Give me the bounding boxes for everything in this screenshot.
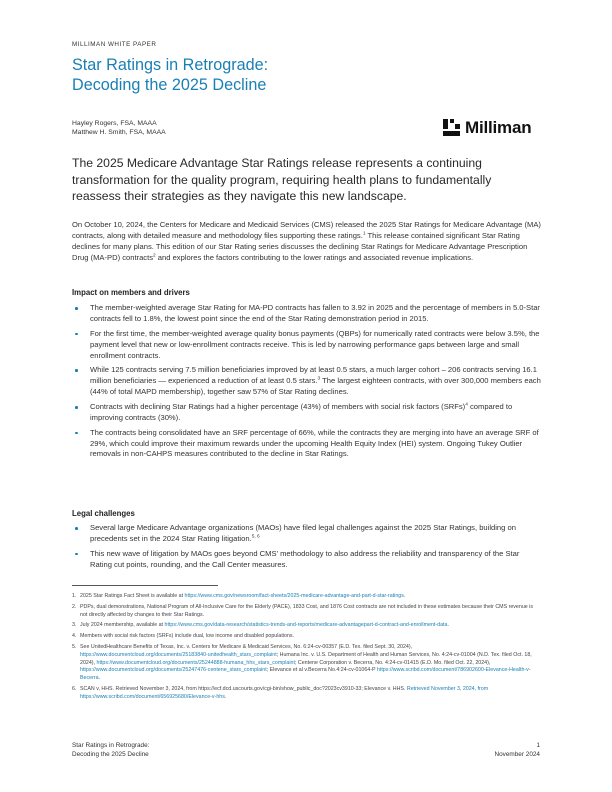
page-number: 1	[536, 742, 540, 749]
footnote-text: .	[447, 622, 449, 629]
footnote-ref[interactable]: 1	[362, 231, 366, 237]
footnote-number: 3.	[72, 622, 77, 629]
footnote-list	[72, 593, 540, 705]
bullet-icon	[75, 369, 78, 372]
footnote-number: 4.	[72, 633, 77, 640]
bullet-text: The member-weighted average Star Rating for MA-PD contracts has fallen to 3.92 in 2025 and the percentage of members in 5.0-Star contracts fell to 1.8%, the lowest point since the end of the Star Rating demonstration period in 2015.	[90, 303, 540, 323]
impact-bullet-list	[72, 303, 542, 464]
footnote-link[interactable]: Retrieved November 3, 2024, from https://www.scribd.com/document/656925680/Elevance-v-hhs	[80, 685, 489, 700]
author-name: Hayley Rogers, FSA, MAAA	[72, 120, 157, 127]
footnote-text: .	[403, 593, 406, 599]
footnote-text: .	[224, 693, 227, 700]
list-item	[72, 303, 542, 325]
intro-text: This release contained significant Star Rating declines for many plans. This edition of our Star Rating series discusses the declining Star Ratings for Medicare Advantage Prescription Drug (MA-PD) contracts	[72, 230, 528, 262]
footnote-link[interactable]: https://www.scribd.com/document/786902600-Elevance-Health-v-Becerra	[80, 667, 531, 682]
section-heading-impact: Impact on members and drivers	[72, 288, 190, 297]
footnote-text: ; Centene Corporation v. Becerra, No. 4:24-cv-01415 (E.D. Mo. filed Oct. 22, 2024),	[294, 659, 491, 666]
bullet-icon	[75, 406, 78, 409]
footer-title-line: Star Ratings in Retrograde:	[72, 742, 150, 749]
title-line-2: Decoding the 2025 Decline	[72, 75, 267, 94]
bullet-text: The largest eighteen contracts, with over 300,000 members each (44% of total MAPD membership), together saw 57% of Star Rating declines.	[90, 376, 541, 397]
footnote-item	[72, 644, 540, 683]
list-item	[72, 549, 542, 571]
milliman-logo-icon	[443, 119, 460, 136]
footnote-link[interactable]: https://www.cms.gov/newsroom/fact-sheets/2025-medicare-advantage-and-part-d-star-ratings	[184, 593, 404, 599]
page-title	[72, 56, 472, 95]
logo-wordmark: Milliman	[465, 118, 532, 137]
bullet-text: Several large Medicare Advantage organizations (MAOs) have filed legal challenges against the 2025 Star Ratings, building on precedents set in the 2024 Star Rating litigation.	[90, 523, 516, 543]
bullet-text: For the first time, the member-weighted average quality bonus payments (QBPs) for numerically rated contracts were below 3.5%, the payment level that new or low-enrollment contracts receive. This is led by narrowing performance gaps between large and small enrollment contracts.	[90, 328, 540, 360]
bullet-icon	[75, 307, 78, 310]
intro-paragraph	[72, 220, 542, 264]
list-item	[72, 428, 542, 461]
footnote-link[interactable]: https://www.documentcloud.org/documents/25247476-centene_stars_complaint	[80, 667, 267, 674]
lede-paragraph: The 2025 Medicare Advantage Star Ratings release represents a continuing transformation for the quality program, requiring health plans to fundamentally reassess their strategies as they navigate this new landscape.	[72, 156, 492, 204]
footnote-number: 5.	[72, 644, 77, 651]
footnote-item	[72, 633, 540, 641]
footnote-text: SCAN v, HHS. Retrieved November 3, 2024, from https://ecf.dcd.uscourts.gov/cgi-bin/show_public_doc?2023cv3910-33; Elevance v. HHS.	[80, 685, 407, 692]
footnote-text: See UnitedHealthcare Benefits of Texas, Inc. v. Centers for Medicare & Medicaid Services, No. 6:24-cv-00357 (E.D. Tex. filed Sept. 30, 2024),	[80, 644, 413, 651]
footnote-ref[interactable]: 2	[153, 253, 156, 259]
footnote-text: July 2024 membership, available at	[80, 622, 165, 629]
footnote-link[interactable]: https://www.documentcloud.org/documents/25244888-humana_hhs_stars_complaint	[96, 659, 295, 666]
list-item	[72, 523, 542, 545]
author-name: Matthew H. Smith, FSA, MAAA	[72, 129, 166, 137]
author-list	[72, 119, 166, 138]
footnote-text: ; Humana Inc. v. U.S. Department of Health and Human Services, No. 4:24-cv-01004 (N.D. Tex. filed Oct. 18, 2024),	[80, 651, 532, 666]
document-type-label: MILLIMAN WHITE PAPER	[72, 41, 157, 48]
bullet-icon	[75, 333, 78, 336]
bullet-text: Contracts with declining Star Ratings had a higher percentage (43%) of members with social risk factors (SRFs)	[90, 401, 466, 411]
bullet-icon	[75, 432, 78, 435]
list-item	[72, 402, 542, 424]
legal-bullet-list	[72, 523, 542, 574]
section-heading-legal: Legal challenges	[72, 509, 135, 518]
footnote-item	[72, 593, 540, 601]
footnote-text: .	[98, 675, 101, 682]
footer-title-line: Decoding the 2025 Decline	[72, 750, 149, 758]
publication-date: November 2024	[494, 750, 540, 758]
bullet-icon	[75, 553, 78, 556]
footnote-divider	[72, 585, 218, 586]
intro-text: On October 10, 2024, the Centers for Medicare and Medicaid Services (CMS) released the 2025 Star Ratings for Medicare Advantage (MA) contracts, along with detailed measure and methodology files supporting these ratings.	[72, 220, 541, 240]
intro-text: and explores the factors contributing to the lower ratings and associated revenue implications.	[155, 252, 474, 262]
bullet-icon	[75, 527, 78, 530]
footnote-text: Members with social risk factors (SRFs) include dual, low income and disabled populations.	[80, 633, 295, 640]
footnote-text: 2025 Star Ratings Fact Sheet is available at	[80, 593, 185, 599]
footnote-number: 2.	[72, 603, 77, 610]
list-item	[72, 365, 542, 398]
list-item	[72, 329, 542, 362]
footnote-item	[72, 604, 540, 619]
bullet-text: The contracts being consolidated have an SRF percentage of 66%, while the contracts they are merging into have an average SRF of 29%, which could improve their maximum rewards under the upcoming Health Equity Index (HEI) system. Ongoing Tukey Outlier removals in non-CAHPS measures contributed to the decline in Star Ratings.	[90, 427, 539, 459]
bullet-text: compared to improving contracts (30%).	[90, 401, 513, 422]
footnote-text: ; Elevance et al v.Becerra No.4:24-cv-01064-P	[266, 667, 377, 674]
footnote-item	[72, 686, 540, 701]
footer-title	[72, 742, 149, 759]
footnote-link[interactable]: https://www.documentcloud.org/documents/25183840-unitedhealth_stars_complaint	[80, 651, 277, 658]
title-line-1: Star Ratings in Retrograde:	[72, 56, 269, 74]
footnote-ref[interactable]: 4	[465, 402, 468, 408]
footnote-link[interactable]: https://www.cms.gov/data-research/statistics-trends-and-reports/medicare-advantagepart-d-contract-and-enrollment-data	[164, 622, 448, 629]
footer-meta	[495, 742, 540, 759]
footnote-item	[72, 622, 540, 630]
footnote-ref[interactable]: 3	[317, 376, 321, 382]
bullet-text: This new wave of litigation by MAOs goes beyond CMS’ methodology to also address the reliability and transparency of the Star Rating cut points, rounding, and the Call Center measures.	[90, 548, 520, 569]
footnote-number: 6.	[72, 685, 77, 692]
footnote-ref[interactable]: 5, 6	[251, 534, 260, 540]
footnote-number: 1.	[72, 593, 77, 599]
footnote-text: PDPs, dual demonstrations, National Program of All-Inclusive Care for the Elderly (PACE), 1833 Cost, and 1876 Cost contracts are not included in these estimates because their CMS revenue is not directly affected by changes to their Star Ratings.	[80, 603, 534, 618]
bullet-text: While 125 contracts serving 7.5 million beneficiaries improved by at least 0.5 stars, a much larger cohort – 206 contracts serving 16.1 million beneficiaries — experienced a reduction of at least 0.5 stars.	[90, 365, 537, 386]
milliman-logo	[443, 117, 543, 139]
